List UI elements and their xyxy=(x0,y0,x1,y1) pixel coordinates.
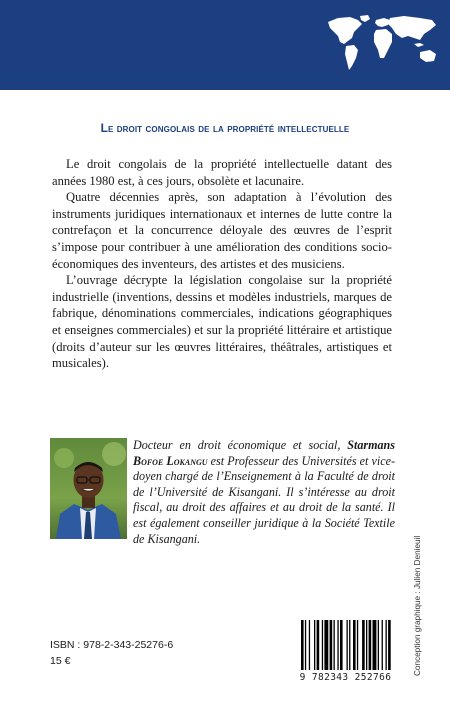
barcode-number: 9 782343 252766 xyxy=(299,672,392,683)
price: 15 € xyxy=(50,655,71,667)
book-title: Le droit congolais de la propriété intellectuelle xyxy=(100,121,350,135)
author-photo xyxy=(50,438,127,539)
summary-paragraph: L’ouvrage décrypte la législation congolaise sur la propriété industrielle (inventions, dessins et modèles industriels, marques de fabrique, dénominations commerciales, indications géographiques et enseignes commerciales) et sur la propriété littéraire et artistique (droits d’auteur sur les œuvres littéraires, théâtrales, artistiques et musicales). xyxy=(52,273,392,371)
author-last-name: Bofoe Lokangu xyxy=(133,453,208,468)
summary-paragraph: Le droit congolais de la propriété intellectuelle datant des années 1980 est, à ces jours, obsolète et lacunaire. xyxy=(52,157,392,188)
author-bio: Docteur en droit économique et social, Starmans Bofoe Lokangu est Professeur des Universités et vice-doyen chargé de l’Enseignement à la Faculté de droit de l’Université de Kisangani. Il s’intéresse au droit fiscal, au droit des affaires et au droit de la santé. Il est également conseiller juridique à la Société Textile de Kisangani. xyxy=(133,438,395,546)
world-map-icon xyxy=(324,14,442,74)
author-first-name: Starmans xyxy=(347,438,395,452)
summary-paragraph: Quatre décennies après, son adaptation à l’évolution des instruments juridiques internationaux et internes de lutte contre la contrefaçon et la concurrence déloyale des œuvres de l’esprit s’impose pour contribuer à une amélioration des conditions socio-économiques des inventeurs, des artistes et des musiciens. xyxy=(52,190,392,271)
design-credit: Conception graphique : Julien Denieuil xyxy=(413,535,422,676)
isbn: ISBN : 978-2-343-25276-6 xyxy=(50,639,174,651)
top-blue-band xyxy=(0,0,450,90)
summary-text xyxy=(52,156,392,372)
